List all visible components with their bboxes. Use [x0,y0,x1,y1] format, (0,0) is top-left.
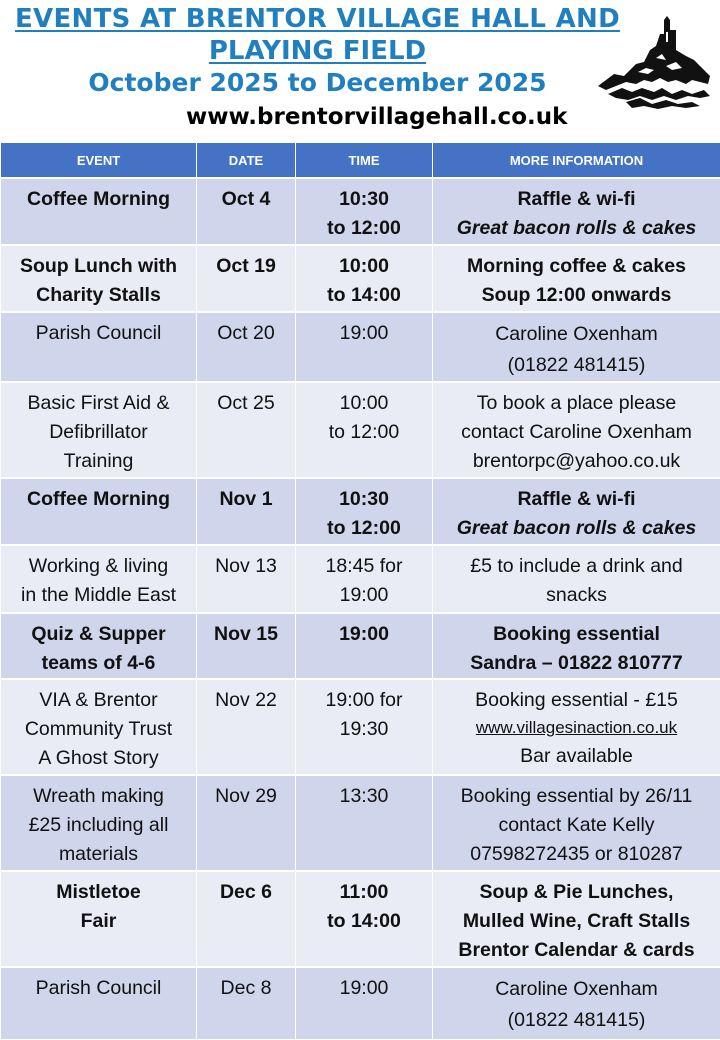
time-line: 10:00 [339,255,389,277]
info-line: £5 to include a drink and [470,555,683,577]
time-cell [296,382,433,478]
info-line: contact Caroline Oxenham [461,421,692,443]
info-cell [433,478,720,545]
website-url[interactable]: www.brentorvillagehall.co.uk [186,104,568,130]
brentor-tor-church-logo [596,10,712,110]
info-cell [433,871,720,967]
table-row [1,613,720,679]
date-cell: Nov 22 [197,679,296,775]
event-name: VIA & Brentor [39,689,158,711]
info-line: contact Kate Kelly [498,814,655,836]
date-cell: Nov 29 [197,775,296,871]
event-cell [1,967,197,1039]
info-line: Great bacon rolls & cakes [456,517,697,539]
table-row [1,679,720,775]
info-line: snacks [546,584,607,606]
event-cell [1,312,197,382]
event-cell [1,775,197,871]
time-line: to 12:00 [327,517,401,539]
event-name: in the Middle East [20,584,176,606]
event-name: Training [63,450,134,472]
villages-in-action-link[interactable]: www.villagesinaction.co.uk [475,718,678,737]
events-table [0,142,720,1040]
event-cell [1,545,197,613]
event-cell [1,613,197,679]
table-row [1,382,720,478]
event-name: Community Trust [24,718,173,740]
time-line: 10:00 [339,392,389,414]
time-line: 19:00 [339,977,389,999]
time-cell [296,967,433,1039]
event-cell [1,382,197,478]
time-line: to 14:00 [327,284,401,306]
time-line: 19:00 [339,584,389,606]
info-line: Sandra – 01822 810777 [470,652,683,674]
info-line: Mulled Wine, Craft Stalls [462,910,691,932]
email-link[interactable]: brentorpc@yahoo.co.uk [472,450,681,472]
info-cell [433,545,720,613]
time-line: 11:00 [339,881,389,903]
time-line: 19:00 for [325,689,403,711]
time-line: 19:00 [339,623,389,645]
info-line: 07598272435 or 810287 [470,843,683,865]
info-line: Booking essential [493,623,660,645]
info-line: Bar available [520,745,633,767]
event-cell [1,178,197,245]
event-name: Soup Lunch with [19,255,178,277]
event-cell [1,478,197,545]
table-row [1,545,720,613]
date-range-subtitle: October 2025 to December 2025 [88,68,547,97]
time-line: to 12:00 [328,421,400,443]
time-line: to 12:00 [327,217,401,239]
date-cell: Nov 13 [197,545,296,613]
event-name: Coffee Morning [27,188,170,210]
time-line: 10:30 [339,488,389,510]
info-line: Brentor Calendar & cards [458,939,695,961]
time-cell [296,178,433,245]
table-header-row [1,143,720,179]
table-row [1,775,720,871]
date-cell: Dec 8 [197,967,296,1039]
info-line: Booking essential by 26/11 [460,785,693,807]
header [0,0,720,142]
date-cell: Oct 4 [197,178,296,245]
column-header-time: TIME [296,143,433,179]
info-cell [433,178,720,245]
time-cell [296,679,433,775]
time-line: 18:45 for [325,555,403,577]
table-row [1,967,720,1039]
event-cell [1,245,197,312]
event-name: Working & living [28,555,169,577]
info-line: (01822 481415) [507,354,646,376]
table-row [1,178,720,245]
date-cell: Oct 19 [197,245,296,312]
table-row [1,312,720,382]
info-cell [433,312,720,382]
event-name: Parish Council [35,322,162,344]
info-line: Soup 12:00 onwards [481,284,672,306]
event-name: Wreath making [33,785,164,807]
time-cell [296,245,433,312]
time-line: 19:30 [339,718,389,740]
info-line: Great bacon rolls & cakes [456,217,697,239]
date-cell: Dec 6 [197,871,296,967]
info-line: Caroline Oxenham [495,978,658,1000]
event-name: A Ghost Story [38,747,159,769]
table-row [1,871,720,967]
info-line: To book a place please [476,392,677,414]
event-name: Coffee Morning [27,488,170,510]
event-name: materials [58,843,139,865]
info-line: Morning coffee & cakes [467,255,686,277]
event-name: Quiz & Supper [31,623,166,645]
page-title-line-2: PLAYING FIELD [208,36,427,66]
time-line: 10:30 [339,188,389,210]
event-name: Fair [80,910,117,932]
date-cell: Oct 25 [197,382,296,478]
event-name: Defibrillator [49,421,148,443]
info-cell [433,382,720,478]
date-cell: Nov 15 [197,613,296,679]
time-line: 19:00 [339,322,389,344]
time-cell [296,312,433,382]
time-cell [296,478,433,545]
date-cell: Oct 20 [197,312,296,382]
table-row [1,245,720,312]
event-name: Basic First Aid & [27,392,170,414]
column-header-more-information: MORE INFORMATION [433,143,720,179]
info-line: Booking essential - £15 [475,689,678,711]
info-line: Soup & Pie Lunches, [479,881,674,903]
event-name: Parish Council [35,977,162,999]
page-title-line-1: EVENTS AT BRENTOR VILLAGE HALL AND [14,4,620,34]
time-cell [296,613,433,679]
event-cell [1,679,197,775]
info-cell [433,775,720,871]
info-line: Raffle & wi-fi [517,188,636,210]
time-cell [296,871,433,967]
time-line: to 14:00 [327,910,401,932]
time-line: 13:30 [339,785,389,807]
event-name: £25 including all [28,814,169,836]
event-name: Charity Stalls [36,284,161,306]
time-cell [296,775,433,871]
column-header-date: DATE [197,143,296,179]
table-row [1,478,720,545]
info-cell [433,613,720,679]
date-cell: Nov 1 [197,478,296,545]
info-line: Caroline Oxenham [495,323,658,345]
event-name: Mistletoe [56,881,141,903]
event-cell [1,871,197,967]
info-cell [433,245,720,312]
column-header-event: EVENT [1,143,197,179]
info-line: Raffle & wi-fi [517,488,636,510]
event-name: teams of 4-6 [41,652,156,674]
time-cell [296,545,433,613]
info-cell [433,967,720,1039]
info-cell [433,679,720,775]
info-line: (01822 481415) [507,1009,646,1031]
